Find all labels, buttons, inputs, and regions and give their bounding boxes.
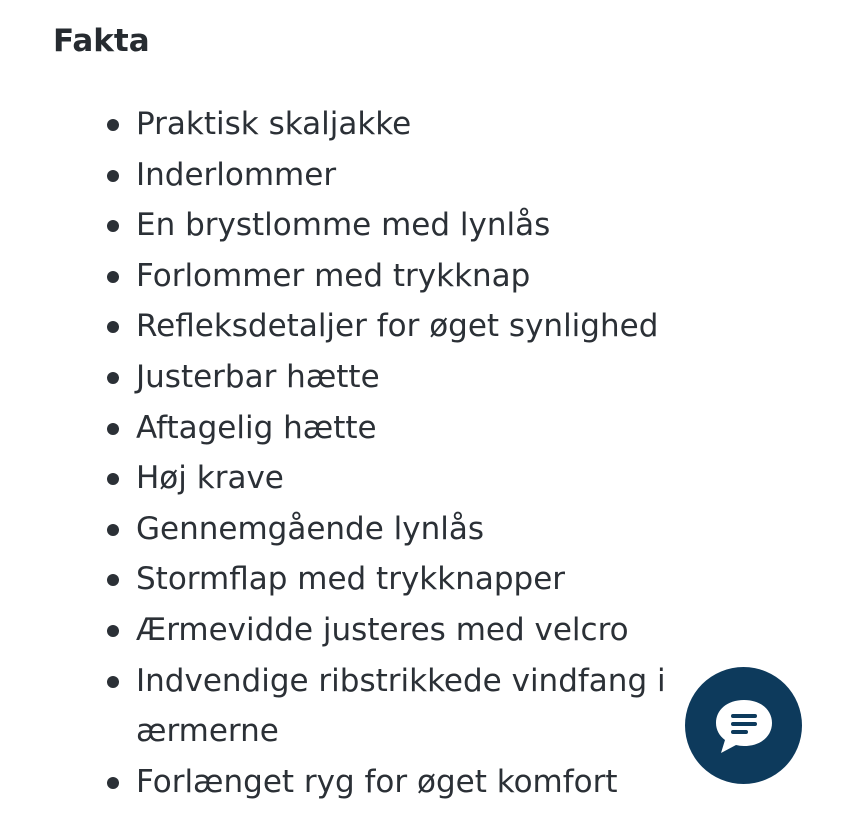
list-item xyxy=(0,150,676,201)
section-title: Fakta xyxy=(53,23,150,59)
list-item-text: Praktisk skaljakke xyxy=(136,106,412,142)
list-item-text: Forlommer med trykknap xyxy=(136,257,531,294)
list-item xyxy=(0,757,676,808)
bullet-icon xyxy=(107,170,119,182)
list-item-text: Inderlommer xyxy=(136,156,337,193)
facts-list xyxy=(0,99,700,807)
list-item xyxy=(0,200,676,251)
list-item-text: En brystlomme med lynlås xyxy=(136,207,551,244)
list-item-text: Høj krave xyxy=(136,460,284,497)
list-item xyxy=(0,251,676,302)
bullet-icon xyxy=(107,119,119,131)
bullet-icon xyxy=(107,777,119,789)
list-item-text: Stormflap med trykknapper xyxy=(136,561,566,598)
list-item-text: Gennemgående lynlås xyxy=(136,510,485,547)
bullet-icon xyxy=(107,574,119,586)
list-item xyxy=(0,453,676,504)
list-item xyxy=(0,99,676,150)
bullet-icon xyxy=(107,676,119,688)
list-item-text: Justerbar hætte xyxy=(136,358,380,395)
chat-button[interactable] xyxy=(685,667,802,784)
list-item xyxy=(0,504,676,555)
bullet-icon xyxy=(107,372,119,384)
chat-bubble-icon xyxy=(712,696,776,756)
list-item xyxy=(0,352,676,403)
bullet-icon xyxy=(107,271,119,283)
list-item xyxy=(0,554,676,605)
bullet-icon xyxy=(107,524,119,536)
bullet-icon xyxy=(107,625,119,637)
list-item-text: Refleksdetaljer for øget synlighed xyxy=(136,308,659,345)
list-item xyxy=(0,301,676,352)
list-item xyxy=(0,403,676,454)
list-item-text: Aftagelig hætte xyxy=(136,409,377,446)
bullet-icon xyxy=(107,473,119,485)
bullet-icon xyxy=(107,423,119,435)
list-item-text: Forlænget ryg for øget komfort xyxy=(136,763,618,800)
list-item xyxy=(0,656,676,757)
list-item-text: Indvendige ribstrikkede vindfang i ærmerne xyxy=(136,662,666,750)
list-item xyxy=(0,605,676,656)
bullet-icon xyxy=(107,321,119,333)
bullet-icon xyxy=(107,220,119,232)
list-item-text: Ærmevidde justeres med velcro xyxy=(136,611,629,648)
